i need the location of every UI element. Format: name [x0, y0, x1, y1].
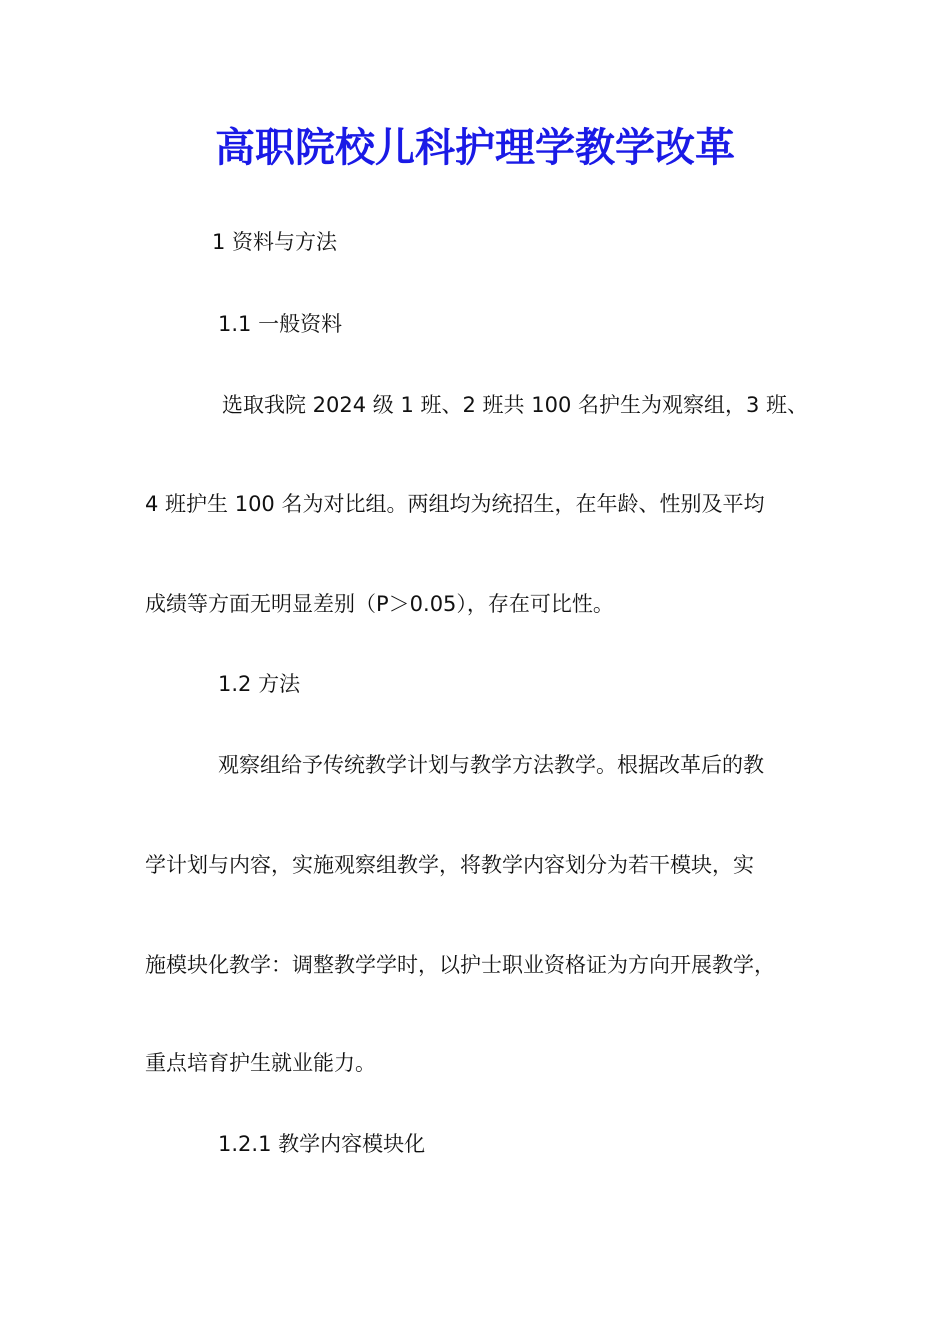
paragraph-1-line-2: 4 班护生 100 名为对比组。两组均为统招生，在年龄、性别及平均: [145, 492, 765, 516]
section-heading-1-2: 1.2 方法: [218, 672, 301, 696]
document-title: 高职院校儿科护理学教学改革: [215, 124, 735, 171]
paragraph-2-line-3: 施模块化教学：调整教学学时，以护士职业资格证为方向开展教学，: [145, 953, 775, 977]
section-heading-1: 1 资料与方法: [212, 230, 338, 254]
paragraph-2-line-4: 重点培育护生就业能力。: [145, 1051, 376, 1075]
section-heading-1-2-1: 1.2.1 教学内容模块化: [218, 1132, 426, 1156]
section-heading-1-1: 1.1 一般资料: [218, 312, 343, 336]
paragraph-2-line-2: 学计划与内容，实施观察组教学，将教学内容划分为若干模块，实: [145, 853, 754, 877]
paragraph-1-line-1: 选取我院 2024 级 1 班、2 班共 100 名护生为观察组，3 班、: [222, 393, 809, 417]
paragraph-1-line-3: 成绩等方面无明显差别（P＞0.05），存在可比性。: [145, 592, 614, 616]
paragraph-2-line-1: 观察组给予传统教学计划与教学方法教学。根据改革后的教: [218, 753, 764, 777]
